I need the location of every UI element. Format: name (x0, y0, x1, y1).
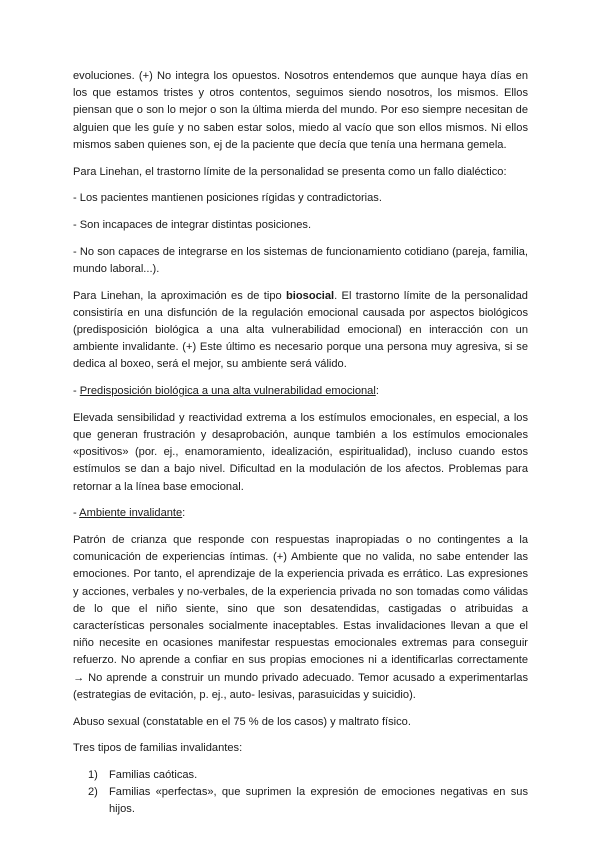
heading-colon: : (375, 385, 379, 398)
heading-text: Predisposición biológica a una alta vulnerabilidad emocional (79, 385, 376, 398)
text-span: . El trastorno límite de la personalidad consistiría en una disfunción de la regulación emocional causada por aspectos biológicos (predisposición biológica a una alta vulnerabilidad emocional) en interacción con un ambiente invalidante. (+) Este último es necesario porque una persona muy agresiva, si se dedica al boxeo, será el mejor, su ambiente será válido. (73, 289, 528, 371)
heading-colon: : (182, 507, 186, 520)
heading-ambiente-invalidante (73, 505, 528, 522)
bold-term-biosocial: biosocial (286, 289, 335, 302)
paragraph-linehan-fallo-dialectico: Para Linehan, el trastorno límite de la personalidad se presenta como un fallo dialéctico: (73, 165, 507, 178)
paragraph-patron-crianza: Patrón de crianza que responde con respuestas inapropiadas o no contingentes a la comunicación de experiencias íntimas. (+) Ambiente que no valida, no sabe entender las emociones. Por tanto, el aprendizaje de la experiencia privada es errático. Las expresiones y acciones, verbales y no-verbales, de la experiencia privada no son tomadas como válidas de lo que el niño siente, sino que son desatendidas, castigadas o atribuidas a características personales socialmente inaceptables. Estas invalidaciones llevan a que el niño necesite en ocasiones manifestar respuestas emocionales extremas para conseguir refuerzo. No aprende a confiar en sus propias emociones ni a identificarlas correctamente → No aprende a construir un mundo privado adecuado. Temor acusado a experimentarlas (estrategias de evitación, p. ej., auto- lesivas, parasuicidas y suicidio). (73, 533, 528, 701)
heading-predisposicion-biologica (73, 383, 528, 400)
paragraph-sensibilidad: Elevada sensibilidad y reactividad extrema a los estímulos emocionales, en especial, a los que generan frustración y desaprobación, aunque también a los estímulos emocionales «positivos» (por. ej., enamoramiento, idealización, espiritualidad), incluso cuando estos estímulos se dan a bajo nivel. Dificultad en la modulación de los afectos. Problemas para retornar a la línea base emocional. (73, 411, 528, 493)
bullet-sistemas-cotidianos: - No son capaces de integrarse en los sistemas de funcionamiento cotidiano (pareja, familia, mundo laboral...). (73, 245, 528, 275)
heading-dash: - (73, 385, 80, 398)
bullet-posiciones-rigidas: - Los pacientes mantienen posiciones rígidas y contradictorias. (73, 192, 382, 205)
bullet-integrar-posiciones: - Son incapaces de integrar distintas posiciones. (73, 218, 312, 231)
paragraph-evoluciones: evoluciones. (+) No integra los opuestos. Nosotros entendemos que aunque haya días en los que estamos tristes y otros contentos, seguimos siendo nosotros, los mismos. Ellos piensan que o son lo mejor o son la última mierda del mundo. Por eso siempre necesitan de alguien que les guíe y no saben estar solos, miedo al vacío que son ellos mismos. Ni ellos mismos saben quienes son, ej de la paciente que decía que tenía una hermana gemela. (73, 70, 528, 151)
list-text: Familias caóticas. (109, 768, 198, 781)
paragraph-abuso-sexual: Abuso sexual (constatable en el 75 % de los casos) y maltrato físico. (73, 715, 411, 728)
list-item (73, 784, 528, 818)
list-number: 2) (88, 786, 98, 799)
list-number: 1) (88, 768, 98, 781)
text-span: Para Linehan, la aproximación es de tipo (73, 289, 287, 302)
heading-dash: - (73, 507, 80, 520)
heading-text: Ambiente invalidante (79, 507, 183, 520)
familias-list (73, 767, 528, 819)
paragraph-biosocial (73, 288, 528, 374)
paragraph-tres-tipos: Tres tipos de familias invalidantes: (73, 742, 243, 755)
list-text: Familias «perfectas», que suprimen la expresión de emociones negativas en sus hijos. (109, 786, 528, 816)
list-item (73, 767, 528, 784)
